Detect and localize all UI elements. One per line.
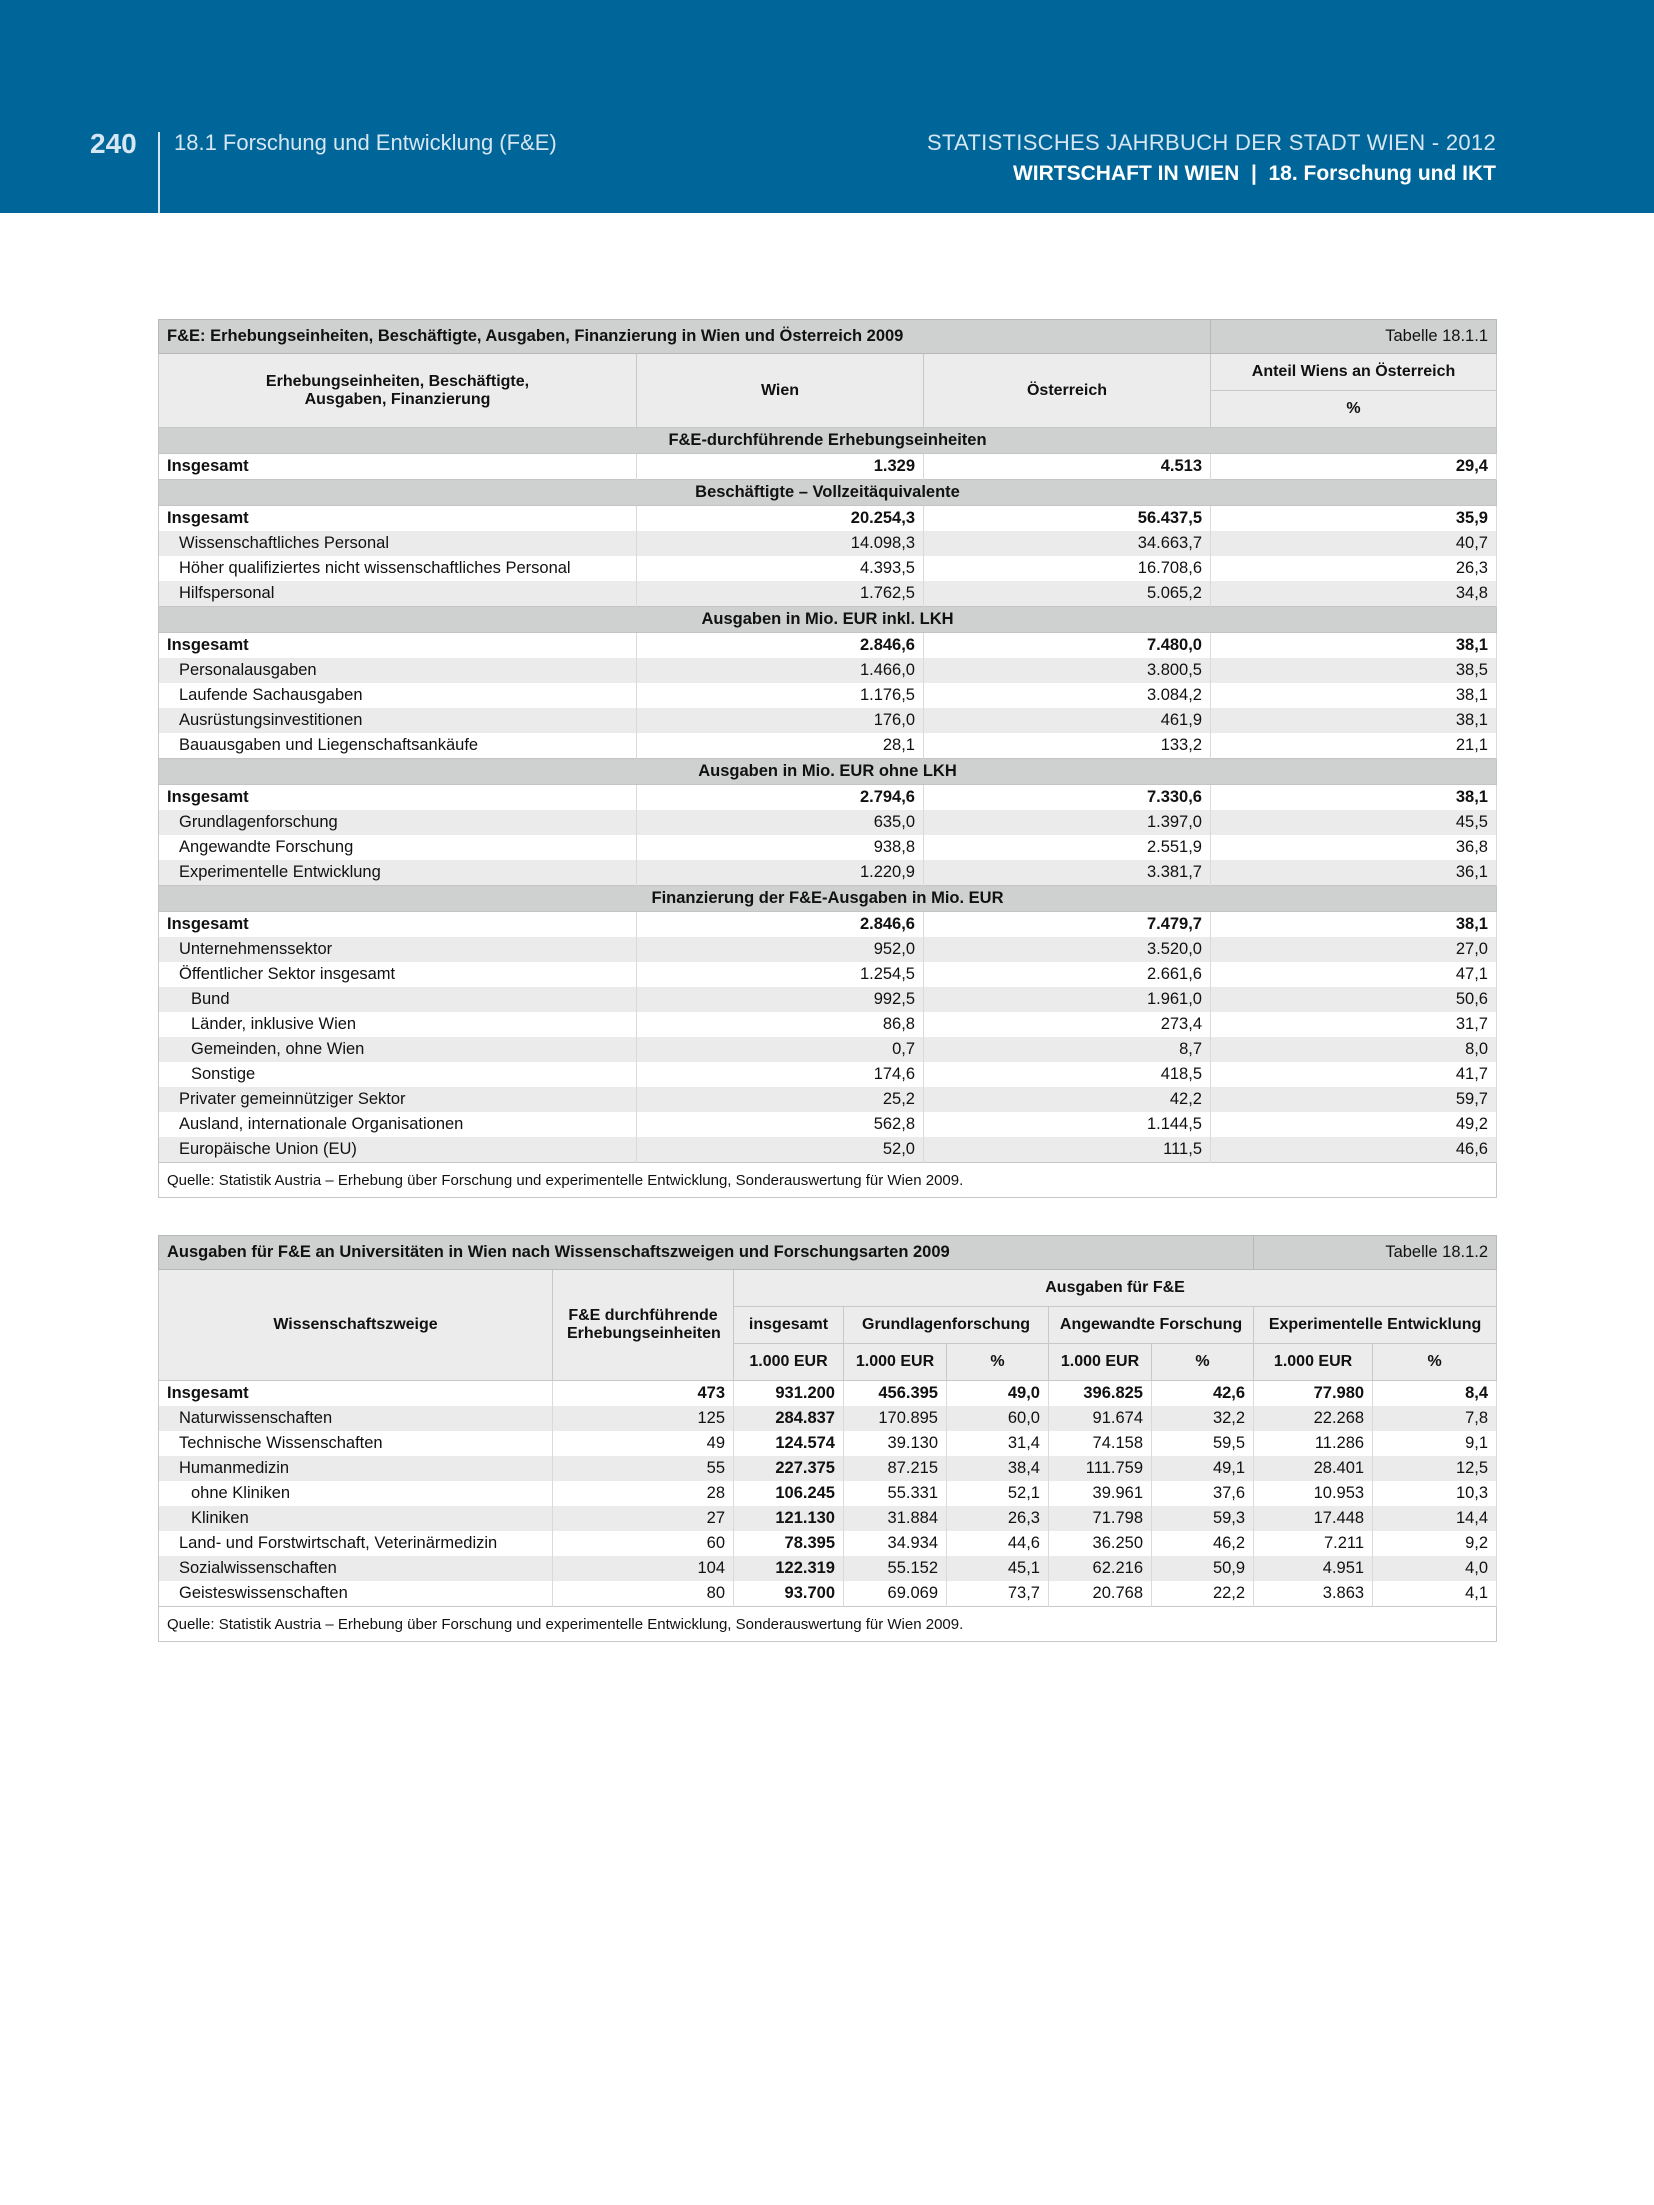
column-header-oesterreich: Österreich [924, 354, 1211, 428]
table-row [159, 1481, 1497, 1506]
table-row [159, 506, 1497, 532]
column-header-angewandte: Angewandte Forschung [1049, 1307, 1254, 1344]
section-header-row [159, 886, 1497, 912]
cell-value: 104 [553, 1556, 734, 1581]
row-label: Experimentelle Entwicklung [159, 860, 637, 886]
table-row [159, 860, 1497, 886]
cell-value: 0,7 [637, 1037, 924, 1062]
cell-value: 52,1 [947, 1481, 1049, 1506]
cell-value: 8,4 [1373, 1381, 1497, 1407]
row-label: Laufende Sachausgaben [159, 683, 637, 708]
row-label: Insgesamt [159, 785, 637, 811]
cell-value: 59,5 [1152, 1431, 1254, 1456]
cell-value: 1.144,5 [924, 1112, 1211, 1137]
row-label: Öffentlicher Sektor insgesamt [159, 962, 637, 987]
cell-value: 111,5 [924, 1137, 1211, 1163]
cell-value: 20.254,3 [637, 506, 924, 532]
section-header: Finanzierung der F&E-Ausgaben in Mio. EUR [159, 886, 1497, 912]
cell-value: 7.479,7 [924, 912, 1211, 938]
cell-value: 69.069 [844, 1581, 947, 1607]
column-header-einheiten: F&E durchführende Erhebungseinheiten [553, 1270, 734, 1381]
table-18-1-2 [158, 1235, 1497, 1642]
table-number: Tabelle 18.1.2 [1254, 1236, 1497, 1270]
table-row [159, 1137, 1497, 1163]
cell-value: 91.674 [1049, 1406, 1152, 1431]
column-header-zweige: Wissenschaftszweige [159, 1270, 553, 1381]
cell-value: 38,1 [1211, 683, 1497, 708]
cell-value: 26,3 [1211, 556, 1497, 581]
cell-value: 124.574 [734, 1431, 844, 1456]
cell-value: 170.895 [844, 1406, 947, 1431]
cell-value: 27 [553, 1506, 734, 1531]
cell-value: 39.961 [1049, 1481, 1152, 1506]
row-label: Angewandte Forschung [159, 835, 637, 860]
cell-value: 56.437,5 [924, 506, 1211, 532]
cell-value: 21,1 [1211, 733, 1497, 759]
cell-value: 78.395 [734, 1531, 844, 1556]
cell-value: 174,6 [637, 1062, 924, 1087]
cell-value: 9,1 [1373, 1431, 1497, 1456]
cell-value: 562,8 [637, 1112, 924, 1137]
table-row [159, 962, 1497, 987]
row-label: Wissenschaftliches Personal [159, 531, 637, 556]
cell-value: 42,6 [1152, 1381, 1254, 1407]
cell-value: 49,0 [947, 1381, 1049, 1407]
table-title: F&E: Erhebungseinheiten, Beschäftigte, Ausgaben, Finanzierung in Wien und Österreich 2009 [159, 320, 1211, 354]
cell-value: 461,9 [924, 708, 1211, 733]
cell-value: 59,7 [1211, 1087, 1497, 1112]
cell-value: 60 [553, 1531, 734, 1556]
cell-value: 17.448 [1254, 1506, 1373, 1531]
cell-value: 42,2 [924, 1087, 1211, 1112]
row-label: Europäische Union (EU) [159, 1137, 637, 1163]
cell-value: 34,8 [1211, 581, 1497, 607]
table-row [159, 1037, 1497, 1062]
unit-percent: % [947, 1344, 1049, 1381]
section-header-row [159, 480, 1497, 506]
table-row [159, 987, 1497, 1012]
table-row [159, 658, 1497, 683]
cell-value: 125 [553, 1406, 734, 1431]
row-label: Humanmedizin [159, 1456, 553, 1481]
cell-value: 4.951 [1254, 1556, 1373, 1581]
cell-value: 9,2 [1373, 1531, 1497, 1556]
table-row [159, 683, 1497, 708]
cell-value: 34.934 [844, 1531, 947, 1556]
table-row [159, 1431, 1497, 1456]
cell-value: 36,8 [1211, 835, 1497, 860]
table-row [159, 581, 1497, 607]
row-label: Insgesamt [159, 912, 637, 938]
section-header-row [159, 607, 1497, 633]
cell-value: 11.286 [1254, 1431, 1373, 1456]
row-label: Insgesamt [159, 506, 637, 532]
cell-value: 38,1 [1211, 708, 1497, 733]
cell-value: 14,4 [1373, 1506, 1497, 1531]
cell-value: 3.381,7 [924, 860, 1211, 886]
cell-value: 47,1 [1211, 962, 1497, 987]
cell-value: 2.846,6 [637, 633, 924, 659]
cell-value: 22,2 [1152, 1581, 1254, 1607]
cell-value: 37,6 [1152, 1481, 1254, 1506]
cell-value: 8,0 [1211, 1037, 1497, 1062]
cell-value: 227.375 [734, 1456, 844, 1481]
row-label: Unternehmenssektor [159, 937, 637, 962]
unit-eur: 1.000 EUR [1049, 1344, 1152, 1381]
chapter-title: WIRTSCHAFT IN WIEN | 18. Forschung und IKT [1012, 162, 1496, 185]
table-row [159, 1381, 1497, 1407]
cell-value: 938,8 [637, 835, 924, 860]
row-label: Ausrüstungsinvestitionen [159, 708, 637, 733]
row-label: Naturwissenschaften [159, 1406, 553, 1431]
cell-value: 1.329 [637, 454, 924, 480]
table-row [159, 810, 1497, 835]
row-label: Sozialwissenschaften [159, 1556, 553, 1581]
cell-value: 7,8 [1373, 1406, 1497, 1431]
table-row [159, 1406, 1497, 1431]
table-number: Tabelle 18.1.1 [1211, 320, 1497, 354]
table-row [159, 1506, 1497, 1531]
cell-value: 38,1 [1211, 912, 1497, 938]
cell-value: 133,2 [924, 733, 1211, 759]
section-header: F&E-durchführende Erhebungseinheiten [159, 428, 1497, 454]
column-header-wien: Wien [637, 354, 924, 428]
cell-value: 38,4 [947, 1456, 1049, 1481]
header-divider [158, 132, 160, 213]
row-label: Gemeinden, ohne Wien [159, 1037, 637, 1062]
page-header [0, 0, 1654, 213]
row-label: Hilfspersonal [159, 581, 637, 607]
cell-value: 12,5 [1373, 1456, 1497, 1481]
column-header-experimentelle: Experimentelle Entwicklung [1254, 1307, 1497, 1344]
cell-value: 20.768 [1049, 1581, 1152, 1607]
cell-value: 36,1 [1211, 860, 1497, 886]
table-18-1-1 [158, 319, 1497, 1198]
section-header-row [159, 428, 1497, 454]
cell-value: 74.158 [1049, 1431, 1152, 1456]
row-label: Technische Wissenschaften [159, 1431, 553, 1456]
cell-value: 29,4 [1211, 454, 1497, 480]
table-row [159, 556, 1497, 581]
cell-value: 50,9 [1152, 1556, 1254, 1581]
cell-value: 8,7 [924, 1037, 1211, 1062]
cell-value: 34.663,7 [924, 531, 1211, 556]
page-number: 240 [90, 128, 137, 159]
row-label: Bund [159, 987, 637, 1012]
cell-value: 87.215 [844, 1456, 947, 1481]
table-row [159, 1456, 1497, 1481]
column-header-grundlagen: Grundlagenforschung [844, 1307, 1049, 1344]
cell-value: 55 [553, 1456, 734, 1481]
cell-value: 122.319 [734, 1556, 844, 1581]
cell-value: 2.661,6 [924, 962, 1211, 987]
table-row [159, 454, 1497, 480]
cell-value: 36.250 [1049, 1531, 1152, 1556]
cell-value: 49,1 [1152, 1456, 1254, 1481]
cell-value: 952,0 [637, 937, 924, 962]
table-row [159, 785, 1497, 811]
cell-value: 1.220,9 [637, 860, 924, 886]
row-label: Geisteswissenschaften [159, 1581, 553, 1607]
cell-value: 3.800,5 [924, 658, 1211, 683]
cell-value: 62.216 [1049, 1556, 1152, 1581]
cell-value: 45,1 [947, 1556, 1049, 1581]
row-label: Privater gemeinnütziger Sektor [159, 1087, 637, 1112]
cell-value: 27,0 [1211, 937, 1497, 962]
row-label: Insgesamt [159, 454, 637, 480]
cell-value: 284.837 [734, 1406, 844, 1431]
cell-value: 41,7 [1211, 1062, 1497, 1087]
cell-value: 60,0 [947, 1406, 1049, 1431]
cell-value: 59,3 [1152, 1506, 1254, 1531]
cell-value: 32,2 [1152, 1406, 1254, 1431]
cell-value: 1.961,0 [924, 987, 1211, 1012]
cell-value: 38,1 [1211, 633, 1497, 659]
cell-value: 992,5 [637, 987, 924, 1012]
row-label: Kliniken [159, 1506, 553, 1531]
table-row [159, 1087, 1497, 1112]
table-row [159, 1112, 1497, 1137]
table-row [159, 912, 1497, 938]
cell-value: 121.130 [734, 1506, 844, 1531]
cell-value: 273,4 [924, 1012, 1211, 1037]
cell-value: 86,8 [637, 1012, 924, 1037]
cell-value: 80 [553, 1581, 734, 1607]
table-source: Quelle: Statistik Austria – Erhebung über Forschung und experimentelle Entwicklung, Sonderauswertung für Wien 2009. [159, 1607, 1497, 1642]
table-row [159, 835, 1497, 860]
cell-value: 73,7 [947, 1581, 1049, 1607]
section-title: 18.1 Forschung und Entwicklung (F&E) [174, 130, 557, 155]
cell-value: 473 [553, 1381, 734, 1407]
row-label: Ausland, internationale Organisationen [159, 1112, 637, 1137]
unit-percent: % [1152, 1344, 1254, 1381]
table-title: Ausgaben für F&E an Universitäten in Wien nach Wissenschaftszweigen und Forschungsarten 2009 [159, 1236, 1254, 1270]
cell-value: 3.520,0 [924, 937, 1211, 962]
row-label: Länder, inklusive Wien [159, 1012, 637, 1037]
cell-value: 31.884 [844, 1506, 947, 1531]
cell-value: 26,3 [947, 1506, 1049, 1531]
cell-value: 1.254,5 [637, 962, 924, 987]
column-header-percent: % [1211, 391, 1497, 428]
cell-value: 1.397,0 [924, 810, 1211, 835]
cell-value: 176,0 [637, 708, 924, 733]
cell-value: 93.700 [734, 1581, 844, 1607]
table-row [159, 1556, 1497, 1581]
row-label: ohne Kliniken [159, 1481, 553, 1506]
table-source: Quelle: Statistik Austria – Erhebung über Forschung und experimentelle Entwicklung, Sonderauswertung für Wien 2009. [159, 1163, 1497, 1198]
cell-value: 52,0 [637, 1137, 924, 1163]
column-header-anteil: Anteil Wiens an Österreich [1211, 354, 1497, 391]
cell-value: 45,5 [1211, 810, 1497, 835]
cell-value: 4.393,5 [637, 556, 924, 581]
cell-value: 10.953 [1254, 1481, 1373, 1506]
cell-value: 7.211 [1254, 1531, 1373, 1556]
section-header: Beschäftigte – Vollzeitäquivalente [159, 480, 1497, 506]
column-header-label: Erhebungseinheiten, Beschäftigte, Ausgaben, Finanzierung [159, 354, 637, 428]
cell-value: 46,2 [1152, 1531, 1254, 1556]
cell-value: 44,6 [947, 1531, 1049, 1556]
row-label: Sonstige [159, 1062, 637, 1087]
table-row [159, 1581, 1497, 1607]
cell-value: 418,5 [924, 1062, 1211, 1087]
table-body [159, 428, 1497, 1163]
cell-value: 35,9 [1211, 506, 1497, 532]
cell-value: 28 [553, 1481, 734, 1506]
cell-value: 456.395 [844, 1381, 947, 1407]
cell-value: 3.084,2 [924, 683, 1211, 708]
cell-value: 2.846,6 [637, 912, 924, 938]
unit-eur: 1.000 EUR [734, 1344, 844, 1381]
cell-value: 77.980 [1254, 1381, 1373, 1407]
table-row [159, 733, 1497, 759]
cell-value: 396.825 [1049, 1381, 1152, 1407]
row-label: Personalausgaben [159, 658, 637, 683]
cell-value: 4,1 [1373, 1581, 1497, 1607]
section-header: Ausgaben in Mio. EUR ohne LKH [159, 759, 1497, 785]
section-header: Ausgaben in Mio. EUR inkl. LKH [159, 607, 1497, 633]
cell-value: 5.065,2 [924, 581, 1211, 607]
cell-value: 635,0 [637, 810, 924, 835]
cell-value: 14.098,3 [637, 531, 924, 556]
publication-title: STATISTISCHES JAHRBUCH DER STADT WIEN - 2012 [927, 130, 1496, 155]
unit-percent: % [1373, 1344, 1497, 1381]
cell-value: 38,1 [1211, 785, 1497, 811]
row-label: Insgesamt [159, 1381, 553, 1407]
cell-value: 111.759 [1049, 1456, 1152, 1481]
cell-value: 2.794,6 [637, 785, 924, 811]
cell-value: 55.331 [844, 1481, 947, 1506]
cell-value: 28,1 [637, 733, 924, 759]
cell-value: 106.245 [734, 1481, 844, 1506]
row-label: Grundlagenforschung [159, 810, 637, 835]
table-row [159, 937, 1497, 962]
cell-value: 1.466,0 [637, 658, 924, 683]
cell-value: 31,7 [1211, 1012, 1497, 1037]
unit-eur: 1.000 EUR [844, 1344, 947, 1381]
cell-value: 10,3 [1373, 1481, 1497, 1506]
section-header-row [159, 759, 1497, 785]
unit-eur: 1.000 EUR [1254, 1344, 1373, 1381]
cell-value: 1.762,5 [637, 581, 924, 607]
cell-value: 4.513 [924, 454, 1211, 480]
cell-value: 931.200 [734, 1381, 844, 1407]
table-row [159, 531, 1497, 556]
row-label: Insgesamt [159, 633, 637, 659]
cell-value: 71.798 [1049, 1506, 1152, 1531]
cell-value: 7.330,6 [924, 785, 1211, 811]
table-body [159, 1381, 1497, 1607]
column-header-insgesamt: insgesamt [734, 1307, 844, 1344]
table-row [159, 1531, 1497, 1556]
cell-value: 2.551,9 [924, 835, 1211, 860]
row-label: Höher qualifiziertes nicht wissenschaftliches Personal [159, 556, 637, 581]
cell-value: 49,2 [1211, 1112, 1497, 1137]
cell-value: 4,0 [1373, 1556, 1497, 1581]
cell-value: 39.130 [844, 1431, 947, 1456]
cell-value: 50,6 [1211, 987, 1497, 1012]
cell-value: 22.268 [1254, 1406, 1373, 1431]
cell-value: 40,7 [1211, 531, 1497, 556]
table-row [159, 633, 1497, 659]
cell-value: 16.708,6 [924, 556, 1211, 581]
cell-value: 38,5 [1211, 658, 1497, 683]
cell-value: 1.176,5 [637, 683, 924, 708]
cell-value: 55.152 [844, 1556, 947, 1581]
table-row [159, 1062, 1497, 1087]
table-row [159, 1012, 1497, 1037]
cell-value: 3.863 [1254, 1581, 1373, 1607]
cell-value: 49 [553, 1431, 734, 1456]
cell-value: 46,6 [1211, 1137, 1497, 1163]
row-label: Land- und Forstwirtschaft, Veterinärmedizin [159, 1531, 553, 1556]
column-header-ausgaben: Ausgaben für F&E [734, 1270, 1497, 1307]
cell-value: 31,4 [947, 1431, 1049, 1456]
cell-value: 7.480,0 [924, 633, 1211, 659]
table-row [159, 708, 1497, 733]
row-label: Bauausgaben und Liegenschaftsankäufe [159, 733, 637, 759]
cell-value: 25,2 [637, 1087, 924, 1112]
cell-value: 28.401 [1254, 1456, 1373, 1481]
